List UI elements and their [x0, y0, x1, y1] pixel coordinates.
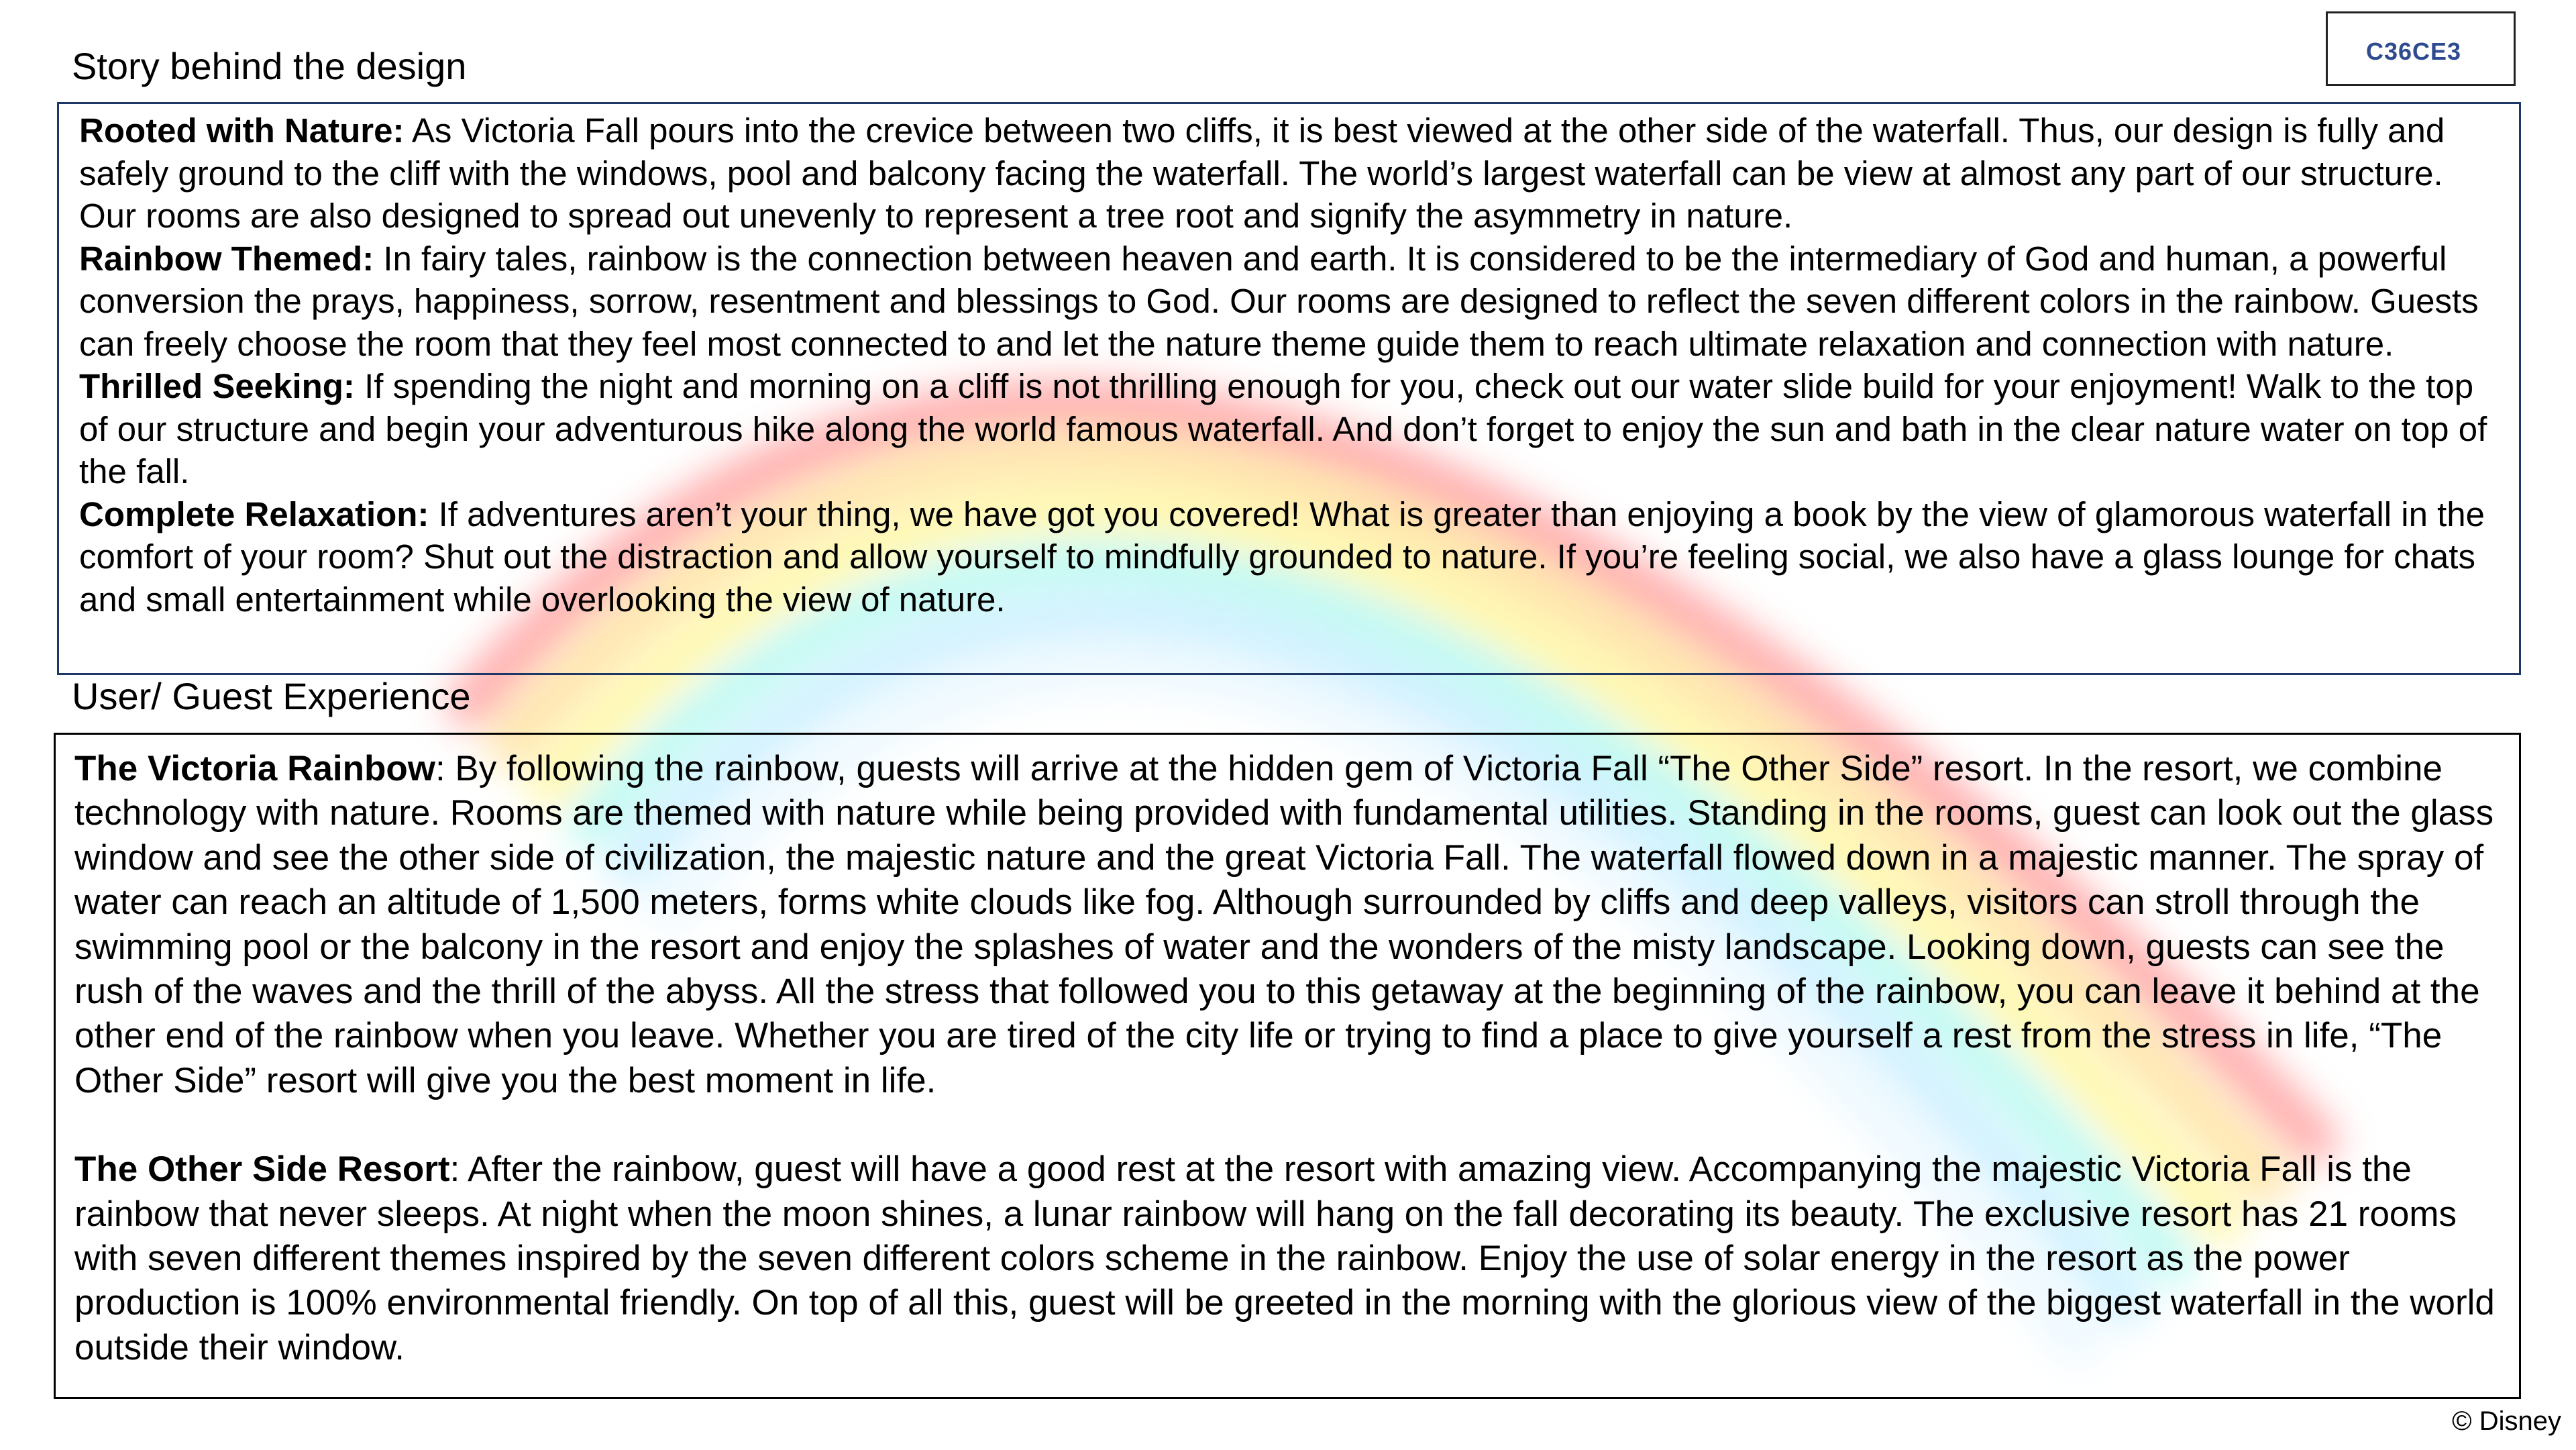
paragraph-lead: Complete Relaxation: [79, 495, 429, 533]
guest-experience-heading: User/ Guest Experience [72, 675, 471, 717]
paragraph-text: In fairy tales, rainbow is the connection between heaven and earth. It is considered to be the intermediary of God and human, a powerful conversion the prays, happiness, sorrow, resentment and blessings to God. Our rooms are designed to reflect the seven different colors in the rainbow. Guests can freely choose the room that they feel most connected to and let the nature theme guide them to reach ultimate relaxation and connection with nature. [79, 239, 2479, 363]
paragraph-spacer [74, 1103, 2503, 1147]
paragraph-lead: Rooted with Nature: [79, 111, 405, 150]
design-paragraph-rainbow [79, 238, 2503, 366]
guest-experience-panel [54, 733, 2521, 1399]
guest-paragraph-other-side-resort [74, 1147, 2503, 1370]
paragraph-lead: The Victoria Rainbow [74, 749, 435, 788]
paragraph-lead: Thrilled Seeking: [79, 367, 355, 405]
paragraph-text: If spending the night and morning on a cliff is not thrilling enough for you, check out our water slide build for your enjoyment! Walk to the top of our structure and begin your adventurous hike along the world famous waterfall. And don’t forget to enjoy the sun and bath in the clear nature water on top of the fall. [79, 367, 2487, 490]
document-code: C36CE3 [2366, 38, 2462, 65]
paragraph-text: : After the rainbow, guest will have a good rest at the resort with amazing view. Accompanying the majestic Victoria Fall is the rainbow that never sleeps. At night when the moon shines, a lunar rainbow will hang on the fall decorating its beauty. The exclusive resort has 21 rooms with seven different themes inspired by the seven different colors scheme in the rainbow. Enjoy the use of solar energy in the resort as the power production is 100% environmental friendly. On top of all this, guest will be greeted in the morning with the glorious view of the biggest waterfall in the world outside their window. [74, 1149, 2495, 1367]
copyright-notice: © Disney [2452, 1406, 2561, 1436]
paragraph-text: : By following the rainbow, guests will arrive at the hidden gem of Victoria Fall “The Other Side” resort. In the resort, we combine technology with nature. Rooms are themed with nature while being provided with fundamental utilities. Standing in the rooms, guest can look out the glass window and see the other side of civilization, the majestic nature and the great Victoria Fall. The waterfall flowed down in a majestic manner. The spray of water can reach an altitude of 1,500 meters, forms white clouds like fog. Although surrounded by cliffs and deep valleys, visitors can stroll through the swimming pool or the balcony in the resort and enjoy the splashes of water and the wonders of the misty landscape. Looking down, guests can see the rush of the waves and the thrill of the abyss. All the stress that followed you to this getaway at the beginning of the rainbow, you can leave it behind at the other end of the rainbow when you leave. Whether you are tired of the city life or trying to find a place to give yourself a rest from the stress in life, “The Other Side” resort will give you the best moment in life. [74, 749, 2494, 1100]
paragraph-text: If adventures aren’t your thing, we have got you covered! What is greater than enjoying a book by the view of glamorous waterfall in the comfort of your room? Shut out the distraction and allow yourself to mindfully grounded to nature. If you’re feeling social, we also have a glass lounge for chats and small entertainment while overlooking the view of nature. [79, 495, 2485, 619]
paragraph-text: As Victoria Fall pours into the crevice between two cliffs, it is best viewed at the other side of the waterfall. Thus, our design is fully and safely ground to the cliff with the windows, pool and balcony facing the waterfall. The world’s largest waterfall can be view at almost any part of our structure. Our rooms are also designed to spread out unevenly to represent a tree root and signify the asymmetry in nature. [79, 111, 2445, 235]
paragraph-lead: The Other Side Resort [74, 1149, 450, 1190]
paragraph-lead: Rainbow Themed: [79, 239, 374, 278]
document-code-box [2326, 11, 2516, 86]
design-story-heading: Story behind the design [72, 45, 467, 87]
guest-paragraph-victoria-rainbow [74, 747, 2503, 1103]
design-paragraph-thrill [79, 365, 2503, 493]
design-paragraph-nature [79, 109, 2503, 238]
design-paragraph-relaxation [79, 493, 2503, 621]
design-story-panel [57, 102, 2521, 675]
